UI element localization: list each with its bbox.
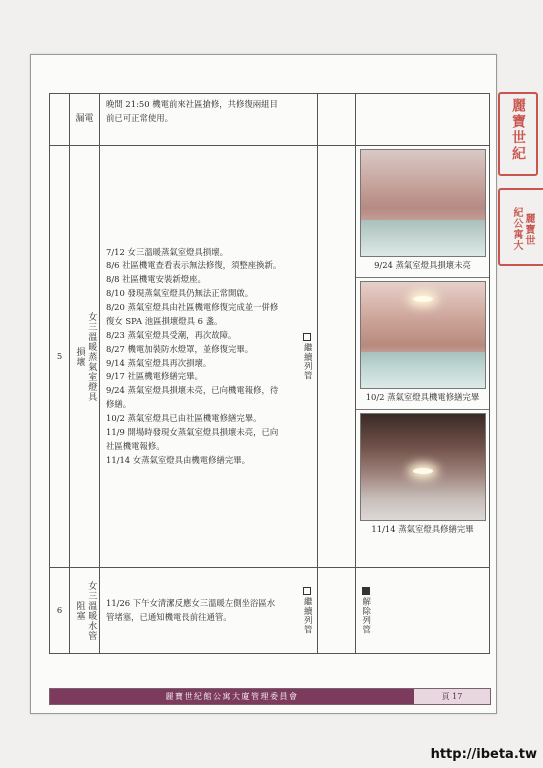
description-line: 8/23 蒸氣室燈具受潮，再次故障。 bbox=[106, 329, 237, 340]
seal-stamp bbox=[498, 92, 538, 176]
row-number: 6 bbox=[50, 568, 70, 654]
checked-box-icon bbox=[362, 587, 370, 595]
description-line: 社區機電報修。 bbox=[106, 440, 165, 451]
description-line: 11/26 下午女清潔反應女三溫暖左側坐浴區水 bbox=[106, 597, 276, 608]
footer-page-number: 頁 17 bbox=[414, 689, 490, 704]
item-cell bbox=[70, 146, 100, 568]
sauna-photo bbox=[360, 413, 486, 521]
status-options bbox=[303, 333, 355, 381]
status-continue bbox=[280, 587, 335, 635]
document-page bbox=[30, 54, 497, 714]
pool-shape bbox=[361, 352, 485, 388]
status-label: 繼續列管 bbox=[303, 596, 314, 635]
description-line: 復女 SPA 池區損壞燈具 6 盞。 bbox=[106, 315, 223, 326]
seal-text: 紀公寓大 bbox=[511, 207, 522, 251]
description-line: 8/10 發現蒸氣室燈具仍無法正常開啟。 bbox=[106, 288, 254, 299]
description-line: 8/8 社區機電安裝新燈座。 bbox=[106, 274, 206, 285]
watermark: http://ibeta.tw bbox=[430, 747, 537, 762]
lamp-glow bbox=[413, 296, 433, 302]
status-cell bbox=[303, 146, 356, 568]
page-footer bbox=[49, 688, 491, 705]
status-cell bbox=[318, 94, 356, 146]
description-line: 7/12 女三溫暖蒸氣室燈具損壞。 bbox=[106, 246, 228, 257]
sauna-photo bbox=[360, 149, 486, 257]
lamp-glow bbox=[413, 468, 433, 474]
description-line: 9/24 蒸氣室燈具損壞未亮，已向機電報修，待 bbox=[106, 385, 279, 396]
footer-org: 麗寶世紀館公寓大廈管理委員會 bbox=[50, 689, 414, 704]
maintenance-table bbox=[49, 93, 490, 654]
photo-cell bbox=[356, 94, 490, 146]
status-release bbox=[338, 587, 393, 635]
status-label: 解除列管 bbox=[361, 596, 372, 635]
description-cell bbox=[100, 94, 318, 146]
description-line: 管堵塞，已通知機電長前往通管。 bbox=[106, 611, 232, 622]
table-row bbox=[50, 568, 490, 654]
row-number bbox=[50, 94, 70, 146]
photo-block bbox=[356, 409, 489, 541]
item-cell bbox=[70, 568, 100, 654]
description-line: 9/14 蒸氣室燈具再次損壞。 bbox=[106, 357, 212, 368]
description-line: 10/2 蒸氣室燈具已由社區機電修繕完畢。 bbox=[106, 412, 262, 423]
photo-caption: 10/2 蒸氣室燈具機電修繕完畢 bbox=[365, 391, 480, 402]
photo-caption: 9/24 蒸氣室燈具損壞未亮 bbox=[374, 260, 471, 270]
item-name: 女三溫暖水管阻塞 bbox=[74, 580, 97, 641]
description-line: 修繕。 bbox=[106, 399, 132, 410]
description-line: 9/17 社區機電修繕完畢。 bbox=[106, 371, 203, 382]
unchecked-box-icon bbox=[303, 333, 311, 341]
status-continue bbox=[280, 333, 335, 381]
table-row bbox=[50, 146, 490, 568]
photo-block bbox=[356, 146, 489, 277]
description-line: 前已可正常使用。 bbox=[106, 112, 173, 123]
sauna-photo bbox=[360, 281, 486, 389]
table-row bbox=[50, 94, 490, 146]
unchecked-box-icon bbox=[303, 587, 311, 595]
description-line: 8/20 蒸氣室燈具由社區機電修復完成並一併修 bbox=[106, 302, 279, 313]
status-label: 繼續列管 bbox=[303, 342, 314, 381]
status-cell bbox=[303, 568, 372, 654]
description-line: 11/14 女蒸氣室燈具由機電修繕完畢。 bbox=[106, 454, 251, 465]
photo-caption: 11/14 蒸氣室燈具修繕完畢 bbox=[371, 523, 474, 534]
photo-block bbox=[356, 277, 489, 409]
description-line: 8/6 社區機電查看表示無法修復，須整座換新。 bbox=[106, 260, 282, 271]
description-line: 8/27 機電加裝防水燈罩，並修復完畢。 bbox=[106, 343, 254, 354]
photo-cell bbox=[356, 146, 490, 568]
pool-shape bbox=[361, 220, 485, 256]
description-line: 晚間 21:50 機電前來社區搶修，共修復兩組目 bbox=[106, 99, 278, 109]
status-options bbox=[303, 587, 372, 635]
item-name: 女三溫暖蒸氣室燈具損壞 bbox=[74, 311, 97, 402]
description-line: 11/9 開場時發現女蒸氣室燈具損壞未亮，已向 bbox=[106, 426, 279, 437]
seal-text: 麗寶世 bbox=[523, 212, 534, 246]
row-number: 5 bbox=[50, 146, 70, 568]
item-name: 漏電 bbox=[70, 94, 100, 146]
seal-text: 麗寶世紀 bbox=[510, 98, 526, 162]
seal-stamp bbox=[498, 188, 543, 266]
